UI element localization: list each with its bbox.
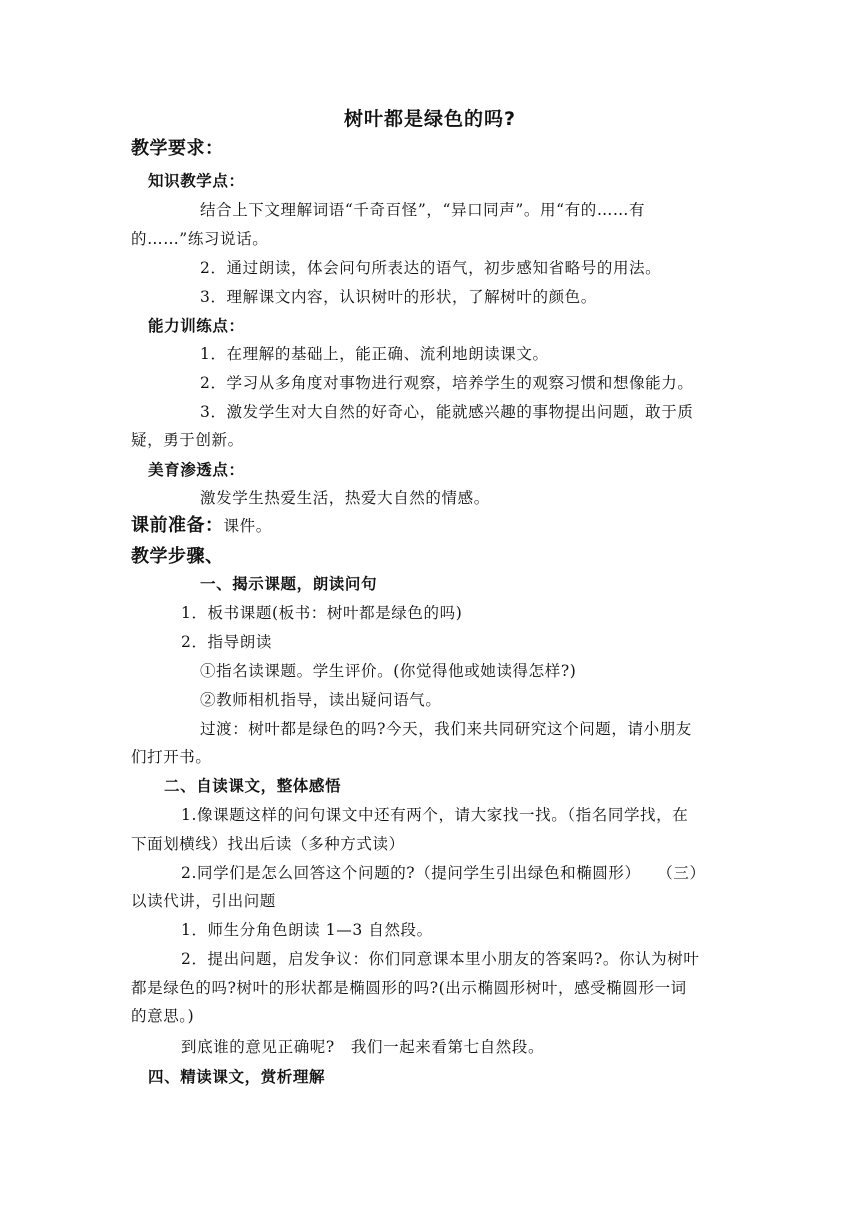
list-item: 2．指导朗读: [181, 633, 272, 651]
paragraph-line: 们打开书。: [131, 748, 212, 766]
paragraph-line: 3．理解课文内容，认识树叶的形状，了解树叶的颜色。: [200, 288, 597, 306]
subheading-ability: 能力训练点：: [148, 317, 245, 335]
step-heading-4: 四、精读课文，赏析理解: [148, 1068, 326, 1086]
paragraph-line: 2.同学们是怎么回答这个问题的?（提问学生引出绿色和椭圆形） （三）: [181, 864, 706, 882]
paragraph-line: 结合上下文理解词语“千奇百怪”，“异口同声”。用“有的……有: [200, 201, 646, 219]
document-title: 树叶都是绿色的吗?: [343, 108, 517, 130]
list-item: ②教师相机指导，读出疑问语气。: [200, 691, 442, 709]
list-item: 1．师生分角色朗读 1—3 自然段。: [181, 921, 433, 939]
paragraph-line: 激发学生热爱生活，热爱大自然的情感。: [200, 489, 490, 507]
paragraph-line: 1．在理解的基础上，能正确、流利地朗读课文。: [200, 345, 549, 363]
paragraph-line: 3．激发学生对大自然的好奇心，能就感兴趣的事物提出问题，敢于质: [200, 403, 694, 421]
paragraph-line: 以读代讲，引出问题: [131, 892, 276, 910]
paragraph-line: 的意思。): [131, 1007, 195, 1025]
paragraph-line: 1.像课题这样的问句课文中还有两个，请大家找一找。（指名同学找，在: [181, 806, 689, 824]
prep-line: [131, 515, 272, 537]
section-heading-prep: 课前准备：: [131, 515, 224, 536]
paragraph-line: 2．提出问题，启发争议：你们同意课本里小朋友的答案吗?。你认为树叶: [181, 950, 700, 968]
paragraph-line: 都是绿色的吗?树叶的形状都是椭圆形的吗?(出示椭圆形树叶，感受椭圆形一词: [131, 979, 687, 997]
subheading-aesthetic: 美育渗透点：: [148, 461, 245, 479]
step-heading-1: 一、揭示课题，朗读问句: [200, 575, 378, 593]
paragraph-line: 过渡：树叶都是绿色的吗?今天，我们来共同研究这个问题，请小朋友: [200, 720, 692, 738]
section-heading-steps: 教学步骤、: [131, 546, 224, 567]
prep-content: 课件。: [223, 517, 272, 535]
list-item: ①指名读课题。学生评价。(你觉得他或她读得怎样?): [200, 662, 577, 680]
paragraph-line: 的……”练习说话。: [131, 230, 269, 248]
list-item: 1．板书课题(板书：树叶都是绿色的吗): [181, 604, 463, 622]
section-heading-requirements: 教学要求：: [131, 138, 224, 159]
paragraph-line: 下面划横线）找出后读（多种方式读）: [131, 835, 405, 853]
subheading-knowledge: 知识教学点：: [148, 172, 245, 190]
paragraph-line: 到底谁的意见正确呢? 我们一起来看第七自然段。: [181, 1038, 545, 1056]
paragraph-line: 2．通过朗读，体会问句所表达的语气，初步感知省略号的用法。: [200, 259, 662, 277]
paragraph-line: 疑，勇于创新。: [131, 431, 244, 449]
paragraph-line: 2．学习从多角度对事物进行观察，培养学生的观察习惯和想像能力。: [200, 374, 694, 392]
step-heading-2: 二、自读课文，整体感悟: [164, 777, 342, 795]
